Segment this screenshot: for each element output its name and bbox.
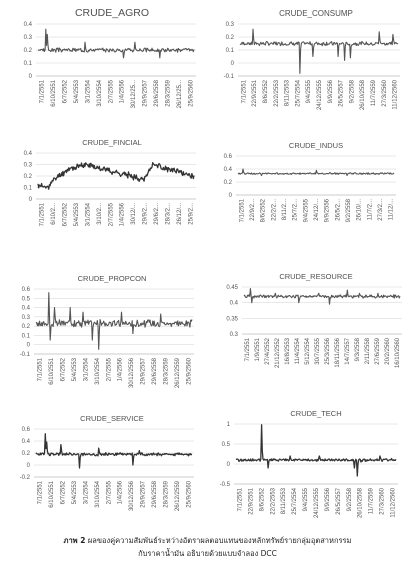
x-tick-label: 3/10/2554	[96, 80, 103, 107]
x-tick-label: 8/11/2...	[282, 199, 288, 221]
x-tick-label: 25/7/2...	[292, 199, 299, 221]
x-tick-label: 8/6/2552	[259, 488, 266, 512]
x-tick-label: 8/6/2552	[263, 80, 269, 104]
y-tick-label: -0.1	[19, 352, 30, 358]
x-tick-label: 9/2/2558	[346, 199, 352, 223]
x-tick-label: 9/9/2556	[324, 199, 331, 223]
y-tick-label: 0	[26, 463, 30, 469]
x-tick-label: 29/9/2...	[142, 203, 149, 225]
x-tick-label: 16/8/2553	[285, 338, 291, 365]
x-tick-label: 7/1/2551	[239, 199, 246, 223]
x-tick-label: 1/9/2551	[255, 338, 261, 362]
series-line	[36, 434, 192, 468]
x-tick-label: 2/7/2555	[108, 203, 115, 227]
series-line	[36, 293, 192, 350]
x-tick-label: 11/12/...	[388, 199, 395, 221]
x-tick-label: 9/4/2555	[303, 488, 310, 512]
x-tick-label: 28/3/2559	[165, 80, 172, 107]
y-tick-label: 0.6	[223, 154, 232, 160]
y-tick-label: 0.2	[23, 174, 32, 180]
x-tick-label: 6/7/2552	[60, 481, 67, 505]
x-tick-label: 29/6/2...	[154, 203, 160, 225]
x-tick-label: 27/3/2560	[379, 488, 386, 515]
caption-label: ภาพ 2	[63, 536, 86, 545]
y-tick-label: 0.4	[21, 305, 30, 312]
x-tick-label: 1/4/2556	[119, 80, 126, 104]
y-tick-label: 0.3	[23, 35, 32, 41]
y-tick-label: -0.5	[219, 482, 230, 488]
x-tick-label: 30/12/2556	[129, 358, 136, 389]
y-tick-label: 1	[226, 422, 230, 428]
y-tick-label: 0.1	[23, 185, 32, 192]
x-tick-label: 20/2/2560	[385, 338, 391, 365]
x-tick-label: 30/12/2556	[129, 481, 136, 512]
y-tick-label: 0	[228, 193, 232, 199]
x-tick-label: 3/1/2554	[85, 203, 92, 227]
x-tick-label: 3/1/2554	[83, 358, 90, 382]
figure-caption-continued	[0, 548, 415, 560]
caption-line-2: กับราคาน้ำมัน อธิบายด้วยแบบจำลอง DCC	[138, 549, 277, 558]
x-tick-label: 28/3/2...	[165, 203, 172, 225]
y-tick-label: 0.3	[229, 332, 238, 338]
y-tick-label: 0.1	[23, 61, 32, 67]
x-tick-label: 25/9/2560	[186, 358, 193, 385]
x-tick-label: 25/7/2554	[295, 80, 302, 107]
x-tick-label: 26/12/2559	[174, 358, 181, 389]
chart-title: CRUDE_INDUS	[288, 141, 344, 150]
x-tick-label: 5/4/2553	[74, 203, 80, 227]
chart-title: CRUDE_TECH	[290, 409, 342, 418]
x-tick-label: 18/11/2556	[335, 338, 341, 368]
y-tick-label: 0.3	[21, 314, 30, 321]
x-tick-label: 8/6/2552	[260, 199, 267, 223]
x-tick-label: 9/9/2556	[324, 488, 331, 512]
x-tick-label: 7/1/2551	[39, 80, 46, 104]
x-tick-label: 11/12/2560	[390, 488, 397, 518]
x-tick-label: 27/3/2560	[381, 80, 388, 107]
x-tick-label: 28/3/2559	[163, 358, 170, 385]
x-tick-label: 1/4/2556	[117, 481, 124, 505]
x-tick-label: 6/10/2551	[51, 80, 58, 107]
x-tick-label: 26/5/2557	[335, 488, 342, 515]
x-tick-label: 7/1/2551	[37, 481, 44, 505]
x-tick-label: 29/6/2558	[154, 80, 160, 107]
x-tick-label: 7/1/2551	[39, 203, 46, 227]
y-tick-label: 0.6	[21, 287, 30, 293]
x-tick-label: 26/10/...	[356, 199, 363, 221]
x-tick-label: 3/10/2554	[94, 481, 101, 508]
chart-title: CRUDE_SERVICE	[80, 414, 144, 423]
x-tick-label: 16/10/2560	[395, 338, 401, 369]
x-tick-label: 26/10/2558	[357, 488, 364, 519]
y-tick-label: -0.1	[223, 74, 234, 80]
x-tick-label: 9/2/2558	[349, 80, 356, 104]
x-tick-label: 27/4/2552	[265, 338, 271, 365]
x-tick-label: 8/11/2553	[284, 80, 291, 107]
y-tick-label: 0.6	[21, 427, 30, 433]
chart-crude-consump	[208, 4, 408, 140]
x-tick-label: 11/7/2...	[367, 199, 374, 221]
chart-crude-service	[4, 410, 204, 540]
series-line	[238, 169, 394, 176]
chart-crude-indus	[208, 140, 408, 274]
y-tick-label: 0.45	[226, 285, 238, 291]
x-tick-label: 9/4/2555	[303, 199, 310, 223]
x-tick-label: 29/6/2558	[152, 481, 158, 508]
x-tick-label: 2/7/2555	[106, 481, 113, 505]
x-tick-label: 30/12/...	[131, 203, 138, 225]
x-tick-label: 24/12/2555	[314, 488, 320, 519]
y-tick-label: 0	[28, 197, 32, 203]
caption-line-1: ผลของคู่ความสัมพันธ์ระหว่างอัตราผลตอบแทนของหลักทรัพย์รายกลุ่มอุตสาหกรรม	[87, 536, 352, 545]
x-tick-label: 26/5/2...	[335, 199, 342, 221]
chart-title: CRUDE_CONSUMP	[279, 9, 353, 18]
x-tick-label: 25/9/2...	[188, 203, 195, 225]
y-tick-label: 0.4	[223, 167, 232, 173]
x-tick-label: 6/7/2552	[60, 358, 67, 382]
x-tick-label: 25/3/2556	[325, 338, 331, 365]
x-tick-label: 22/9/2551	[252, 80, 259, 107]
x-tick-label: 5/4/2553	[72, 481, 78, 505]
x-tick-label: 3/1/2554	[85, 80, 92, 104]
y-tick-label: 0.2	[223, 180, 232, 186]
y-tick-label: 0.35	[226, 316, 238, 323]
y-tick-label: 0.2	[21, 451, 30, 457]
y-tick-label: 0	[230, 61, 234, 67]
x-tick-label: 8/11/2553	[281, 488, 288, 515]
series-line	[244, 289, 400, 305]
x-tick-label: 11/12/2560	[392, 80, 399, 110]
x-tick-label: 9/4/2555	[306, 80, 313, 104]
x-tick-label: 29/9/2557	[140, 358, 147, 385]
x-tick-label: 11/4/2554	[295, 338, 301, 365]
y-tick-label: 0.3	[225, 22, 234, 28]
x-tick-label: 26/12/25...	[176, 80, 183, 109]
series-line	[240, 29, 398, 73]
x-tick-label: 29/9/2557	[140, 481, 147, 508]
x-tick-label: 7/1/2551	[37, 358, 44, 382]
x-tick-label: 9/2/2558	[346, 488, 353, 512]
x-tick-label: 3/10/2554	[94, 358, 101, 385]
x-tick-label: 5/4/2553	[72, 358, 78, 382]
chart-crude-resource	[208, 272, 408, 410]
x-tick-label: 9/9/2556	[327, 80, 334, 104]
x-tick-label: 27/6/2559	[375, 338, 381, 365]
x-tick-label: 25/9/2560	[188, 80, 195, 107]
x-tick-label: 11/7/2559	[368, 488, 375, 515]
x-tick-label: 26/5/2557	[338, 80, 345, 107]
x-tick-label: 22/2/2...	[271, 199, 278, 221]
series-line	[38, 29, 194, 58]
x-tick-label: 22/9/2551	[248, 488, 255, 515]
x-tick-label: 26/12/2559	[174, 481, 181, 512]
x-tick-label: 2/11/2558	[365, 338, 371, 365]
x-tick-label: 7/1/2551	[237, 488, 244, 512]
x-tick-label: 26/10/2558	[360, 80, 367, 111]
x-tick-label: 5/12/2554	[305, 338, 311, 365]
chart-title: CRUDE_AGRO	[74, 7, 150, 19]
chart-crude-agro	[4, 4, 204, 140]
x-tick-label: 6/10/2551	[49, 481, 56, 508]
x-tick-label: 22/9/2...	[250, 199, 256, 221]
y-tick-label: 0.2	[23, 48, 32, 54]
y-tick-label: 0.5	[21, 296, 30, 303]
y-tick-label: 0.2	[21, 324, 30, 331]
x-tick-label: 7/1/2551	[245, 338, 251, 362]
x-tick-label: 6/7/2552	[62, 203, 69, 227]
y-tick-label: 0.5	[221, 442, 230, 448]
x-tick-label: 22/2/2553	[273, 80, 280, 107]
x-tick-label: 29/6/2558	[152, 358, 158, 385]
x-tick-label: 2/7/2555	[106, 358, 113, 382]
x-tick-label: 6/10/2551	[49, 358, 56, 385]
x-tick-label: 7/1/2551	[241, 80, 248, 104]
chart-title: CRUDE_RESOURCE	[279, 272, 353, 281]
chart-title: CRUDE_FINCIAL	[82, 138, 142, 147]
x-tick-label: 30/12/25...	[131, 80, 138, 109]
y-tick-label: 0	[28, 74, 32, 80]
x-tick-label: 5/4/2553	[74, 80, 80, 104]
y-tick-label: 0.4	[23, 151, 32, 157]
x-tick-label: 21/12/2552	[275, 338, 281, 369]
x-tick-label: 28/3/2559	[163, 481, 170, 508]
x-tick-label: 3/1/2554	[83, 481, 90, 505]
x-tick-label: 29/9/2557	[142, 80, 149, 107]
chart-crude-tech	[208, 410, 408, 540]
x-tick-label: 6/10/2...	[51, 203, 58, 225]
y-tick-label: 0.4	[23, 22, 32, 28]
x-tick-label: 22/2/2553	[270, 488, 277, 515]
x-tick-label: 1/4/2556	[117, 358, 124, 382]
x-tick-label: 2/7/2555	[108, 80, 115, 104]
chart-crude-fincial	[4, 140, 204, 274]
x-tick-label: 25/9/2560	[186, 481, 193, 508]
y-tick-label: 0.4	[229, 300, 238, 307]
x-tick-label: 24/12/2555	[317, 80, 323, 111]
x-tick-label: 14/7/2557	[345, 338, 351, 365]
x-tick-label: 25/7/2554	[292, 488, 299, 515]
series-line	[236, 425, 396, 476]
y-tick-label: 0.1	[225, 48, 234, 54]
figure-caption	[0, 535, 415, 547]
y-tick-label: -0.2	[19, 475, 30, 481]
x-tick-label: 30/7/2555	[315, 338, 321, 365]
y-tick-label: 0.2	[225, 35, 234, 41]
x-tick-label: 26/12/...	[176, 203, 183, 225]
chart-crude-propcon	[4, 272, 204, 406]
x-tick-label: 1/4/2556	[119, 203, 126, 227]
y-tick-label: 0	[26, 342, 30, 349]
x-tick-label: 6/7/2552	[62, 80, 69, 104]
y-tick-label: 0	[226, 462, 230, 468]
x-tick-label: 24/12/...	[314, 199, 320, 221]
x-tick-label: 11/7/2559	[371, 80, 377, 107]
x-tick-label: 9/3/2558	[355, 338, 361, 362]
chart-title: CRUDE_PROPCON	[77, 274, 147, 283]
x-tick-label: 3/10/2...	[96, 203, 103, 225]
y-tick-label: 0.3	[23, 162, 32, 169]
y-tick-label: 0.4	[21, 439, 30, 445]
y-tick-label: 0.1	[21, 333, 30, 340]
x-tick-label: 27/3/2...	[378, 199, 384, 221]
